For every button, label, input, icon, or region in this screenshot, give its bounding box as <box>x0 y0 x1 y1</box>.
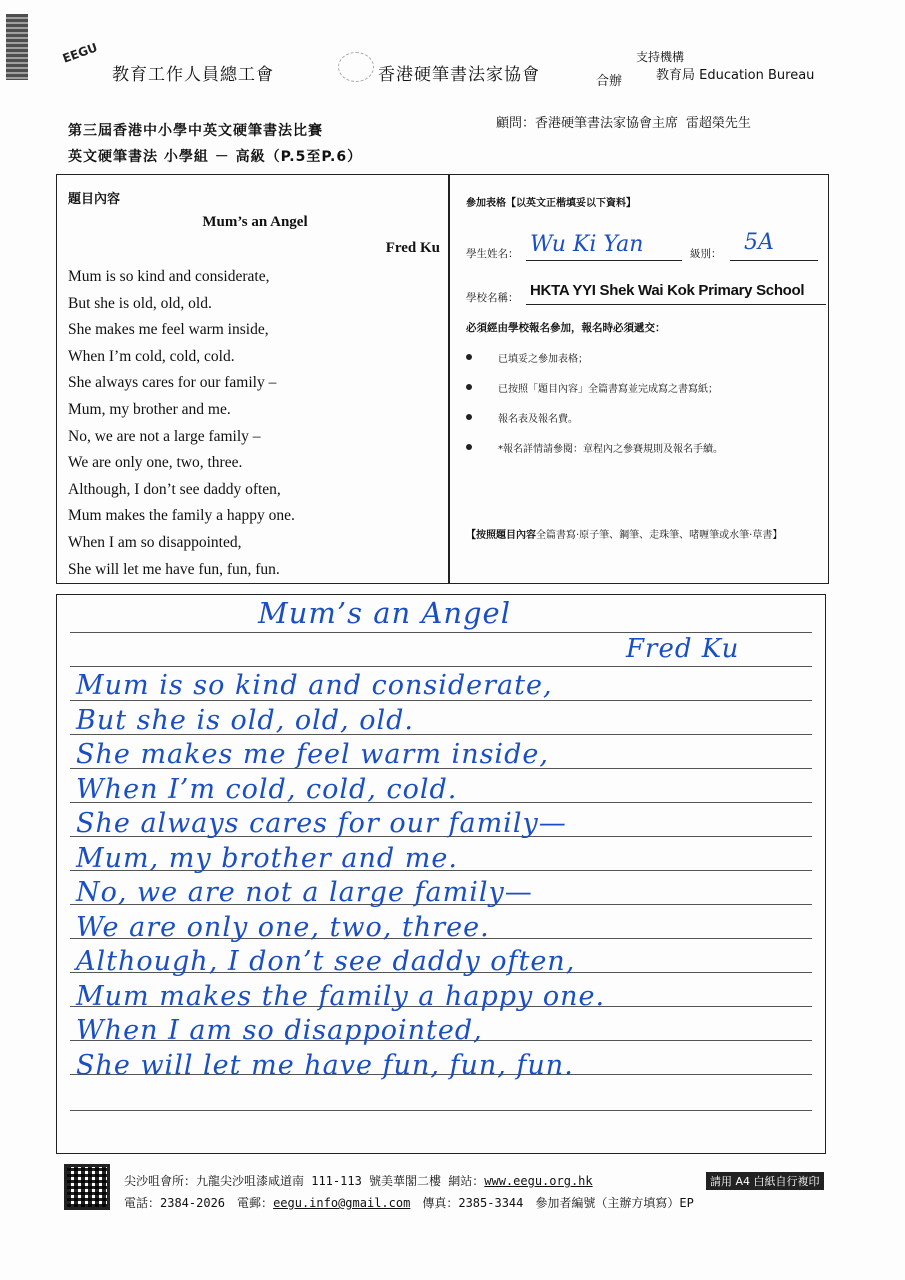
footer-contacts <box>124 1194 694 1211</box>
footer-address <box>124 1172 593 1189</box>
bullet-icon <box>466 414 472 420</box>
fax: 傳真：2385-3344 <box>422 1196 524 1210</box>
supporter-label: 支持機構 <box>636 50 685 64</box>
handwritten-line: She always cares for our family— <box>76 808 567 839</box>
org2-logo-icon <box>338 52 374 82</box>
poem-line: When I am so disappointed, <box>68 533 242 551</box>
ruled-line <box>70 666 812 667</box>
poem-line: Mum, my brother and me. <box>68 400 231 418</box>
student-name-field[interactable]: Wu Ki Yan <box>530 232 644 257</box>
poem-line: When I’m cold, cold, cold. <box>68 347 235 365</box>
handwritten-line: Mum makes the family a happy one. <box>76 980 606 1012</box>
handwritten-author: Fred Ku <box>626 634 740 664</box>
poem-line: Although, I don’t see daddy often, <box>68 480 281 498</box>
school-label: 學校名稱： <box>466 292 519 304</box>
instruction-emphasis: 題目內容 <box>496 530 536 541</box>
requirement-item: 已按照「題目內容」全篇書寫並完成寫之書寫紙； <box>498 384 718 395</box>
handwritten-line: She makes me feel warm inside, <box>76 739 549 770</box>
requirement-item: *報名詳情請參閱：章程內之參賽規則及報名手續。 <box>498 444 723 455</box>
poem-line: Mum makes the family a happy one. <box>68 507 295 525</box>
school-field[interactable]: HKTA YYI Shek Wai Kok Primary School <box>530 282 805 299</box>
scan-mark <box>6 14 28 80</box>
email-link[interactable]: eegu.info@gmail.com <box>273 1196 411 1210</box>
poem-title: Mum’s an Angel <box>202 214 308 230</box>
bullet-icon <box>466 354 472 360</box>
poem-line: She always cares for our family – <box>68 374 277 392</box>
org2-name: 香港硬筆書法家協會 <box>378 65 540 85</box>
eegu-logo: EEGU <box>60 40 100 66</box>
handwritten-line: Mum, my brother and me. <box>76 842 458 874</box>
class-label: 級別： <box>690 248 722 260</box>
instruction-prefix: 【按照 <box>466 530 496 541</box>
handwritten-line: We are only one, two, three. <box>76 911 490 943</box>
student-name-line <box>526 260 682 261</box>
handwritten-line: But she is old, old, old. <box>76 704 414 736</box>
handwritten-line: Mum is so kind and considerate, <box>76 670 553 701</box>
advisor: 顧問：香港硬筆書法家協會主席 雷超榮先生 <box>496 116 751 131</box>
phone: 電話：2384-2026 <box>124 1196 226 1210</box>
submission-note: 必須經由學校報名參加，報名時必須遞交： <box>466 322 666 334</box>
poem-line: She makes me feel warm inside, <box>68 321 269 339</box>
form-heading: 參加表格【以英文正楷填妥以下資料】 <box>466 198 636 209</box>
participant-number: 參加者編號（主辦方填寫）EP <box>535 1196 694 1210</box>
competition-category: 英文硬筆書法 小學組 － 高級（P.5至P.6） <box>68 149 363 165</box>
topic-heading: 題目內容 <box>68 192 121 207</box>
bullet-icon <box>466 384 472 390</box>
email-label: 電郵： <box>237 1196 274 1210</box>
handwritten-line: She will let me have fun, fun, fun. <box>76 1049 574 1081</box>
class-line <box>730 260 818 261</box>
requirement-item: 報名表及報名費。 <box>498 414 578 425</box>
poem-line: She will let me have fun, fun, fun. <box>68 560 280 578</box>
handwritten-line: Although, I don’t see daddy often, <box>76 946 576 977</box>
website-link[interactable]: www.eegu.org.hk <box>484 1174 593 1188</box>
org1-name: 教育工作人員總工會 <box>112 65 274 85</box>
poem-line: But she is old, old, old. <box>68 294 212 312</box>
handwritten-line: When I am so disappointed, <box>76 1015 483 1046</box>
a4-note: 請用 A4 白紙自行複印 <box>706 1172 824 1190</box>
ruled-line <box>70 1110 812 1111</box>
poem-line: No, we are not a large family – <box>68 427 261 445</box>
poem-line: We are only one, two, three. <box>68 454 243 472</box>
bullet-icon <box>466 444 472 450</box>
requirement-item: 已填妥之參加表格； <box>498 354 588 365</box>
competition-title: 第三屆香港中小學中英文硬筆書法比賽 <box>68 123 323 139</box>
writing-instruction <box>466 528 816 544</box>
student-name-label: 學生姓名： <box>466 248 519 260</box>
instruction-suffix: 全篇書寫‧原子筆、鋼筆、走珠筆、啫喱筆或水筆‧草書】 <box>536 530 783 541</box>
handwritten-title: Mum’s an Angel <box>258 596 511 630</box>
co-organizer-label: 合辦 <box>596 74 623 89</box>
poem-text <box>68 264 295 583</box>
poem-author: Fred Ku <box>385 240 440 256</box>
handwritten-line: No, we are not a large family— <box>76 877 533 908</box>
handwritten-line: When I’m cold, cold, cold. <box>76 773 458 805</box>
box-divider <box>448 174 450 584</box>
supporter-name: 教育局 Education Bureau <box>656 68 815 83</box>
address-text: 尖沙咀會所：九龍尖沙咀漆咸道南 111-113 號美華閣二樓 網站： <box>124 1174 485 1188</box>
poem-line: Mum is so kind and considerate, <box>68 268 270 285</box>
school-line <box>526 304 826 305</box>
class-field[interactable]: 5A <box>744 230 774 255</box>
ruled-line <box>70 632 812 633</box>
qr-code-icon <box>64 1164 110 1210</box>
